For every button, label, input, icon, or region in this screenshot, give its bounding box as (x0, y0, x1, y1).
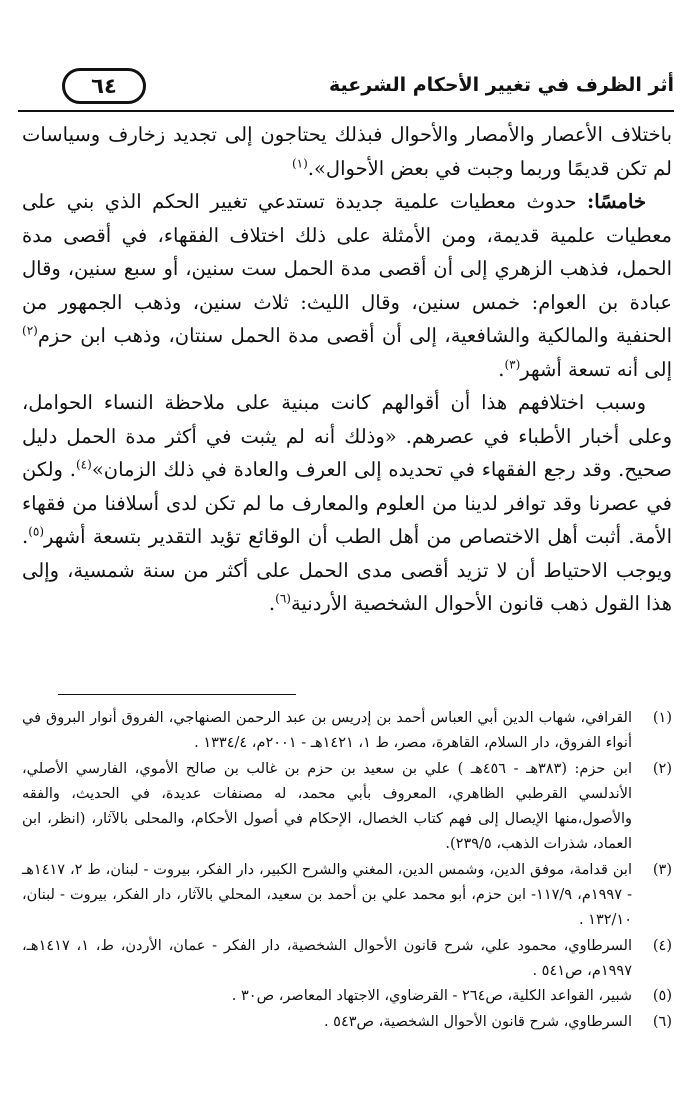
paragraph-2-lead: خامسًا: (587, 190, 646, 213)
footnote-text: السرطاوي، شرح قانون الأحوال الشخصية، ص٥٤٣ . (323, 1013, 632, 1030)
footnote-item (22, 934, 672, 985)
footnote-number: (٢) (652, 760, 672, 777)
footnote-divider (58, 694, 296, 695)
footnote-item (22, 757, 672, 858)
page-number: ٦٤ (62, 68, 146, 104)
header-divider (18, 110, 674, 112)
paragraph-3-text-b: . ولكن في عصرنا وقد توافر لدينا من العلوم والمعارف ما لم تكن لدى أسلافنا من فقهاء الأمة. أثبت أهل الاختصاص من أهل الطب أن الوقائع تؤيد التقدير بتسعة أشهر (22, 458, 672, 548)
footnote-number: (٣) (652, 861, 672, 878)
footnote-number: (٥) (652, 988, 672, 1005)
main-text (22, 118, 672, 621)
paragraph-3-text-c: . ويوجب الاحتياط أن لا تزيد أقصى مدى الحمل على أكثر من سنة شمسية، وإلى هذا القول ذهب قانون الأحوال الشخصية الأردنية (22, 525, 672, 615)
footnote-text: ابن حزم: (٣٨٣هـ - ٤٥٦هـ ) علي بن سعيد بن حزم بن غالب بن صالح الأموي، الفارسي الأصلي، الأندلسي القرطبي الظاهري، المعروف بأبي محمد، له مصنفات عديدة، في الحديث، والفقه والأصول،منها الإيصال إلى فهم كتاب الخصال، الإحكام في أصول الأحكام، والمحلى بالآثار، (انظر، ابن العماد، شذرات الذهب، ٢٣٩/٥). (22, 760, 632, 853)
running-header (18, 68, 674, 112)
footnote-number: (٦) (652, 1013, 672, 1030)
footnote-ref-4[interactable]: (٤) (75, 457, 92, 472)
footnote-number: (٤) (652, 937, 672, 954)
footnote-ref-6[interactable]: (٦) (275, 591, 291, 606)
footnote-text: القرافي، شهاب الدين أبي العباس أحمد بن إدريس بن عبد الرحمن الصنهاجي، الفروق أنوار البروق في أنواء الفروق، دار السلام، القاهرة، مصر، ط ١، ١٤٢١هـ - ٢٠٠١م، ١٣٣٤/٤ . (22, 710, 632, 752)
footnote-item (22, 1010, 672, 1035)
footnote-text: شبير، القواعد الكلية، ص٢٦٤ - القرضاوي، الاجتهاد المعاصر، ص٣٠ . (231, 988, 632, 1005)
paragraph-2-text: حدوث معطيات علمية جديدة تستدعي تغيير الحكم الذي بني على معطيات علمية قديمة، ومن الأمثلة على ذلك اختلاف الفقهاء، في أقصى مدة الحمل، فذهب الزهري إلى أن أقصى مدة الحمل ست سنين، أو سبع سنين، وقال عبادة بن العوام: خمس سنين، وقال الليث: ثلاث سنين، وذهب الجمهور من الحنفية والمالكية والشافعية، إلى أن أقصى مدة الحمل سنتان، وذهب ابن حزم (22, 190, 672, 347)
footnote-item (22, 706, 672, 757)
footnote-ref-3[interactable]: (٣) (504, 357, 521, 371)
footnotes (22, 706, 672, 1035)
footnote-ref-1[interactable]: (١) (291, 156, 308, 170)
footnote-item (22, 984, 672, 1009)
footnote-ref-5[interactable]: (٥) (28, 524, 45, 539)
paragraph-3-text-a: وسبب اختلافهم هذا أن أقوالهم كانت مبنية على ملاحظة النساء الحوامل، وعلى أخبار الأطباء في عصرهم. «وذلك أنه لم يثبت في أكثر مدة الحمل دليل صحيح. وقد رجع الفقهاء في تحديده إلى العرف والعادة في ذلك الزمان» (22, 391, 672, 481)
footnote-text: ابن قدامة، موفق الدين، وشمس الدين، المغني والشرح الكبير، دار الفكر، بيروت - لبنان، ط ٢، ١٤١٧هـ - ١٩٩٧م، ١١٧/٩- ابن حزم، أبو محمد علي بن أحمد بن سعيد، المحلي بالآثار، دار الفكر، بيروت - لبنان، ١٣٢/١٠ . (22, 861, 633, 929)
paragraph-2: خامسًا: حدوث معطيات علمية جديدة تستدعي تغيير الحكم الذي بني على معطيات علمية قديمة، ومن الأمثلة على ذلك اختلاف الفقهاء، في أقصى مدة الحمل، فذهب الزهري إلى أن أقصى مدة الحمل ست سنين، أو سبع سنين، وقال عبادة بن العوام: خمس سنين، وقال الليث: ثلاث سنين، وذهب الجمهور من الحنفية والمالكية والشافعية، إلى أن أقصى مدة الحمل سنتان، وذهب ابن حزم$^{(٢)}$ إلى أنه تسعة أشهر$^{(٣)}$. (22, 190, 672, 381)
paragraph-1 (22, 118, 672, 185)
footnote-ref-2[interactable]: (٢) (22, 323, 38, 338)
paragraph-2-end: إلى أنه تسعة أشهر (520, 357, 672, 381)
paragraph-3: وسبب اختلافهم هذا أن أقوالهم كانت مبنية على ملاحظة النساء الحوامل، وعلى أخبار الأطباء في عصرهم. «وذلك أنه لم يثبت في أكثر مدة الحمل دليل صحيح. وقد رجع الفقهاء في تحديده إلى العرف والعادة في ذلك الزمان»$^{(٤)}$. ولكن في عصرنا وقد توافر لدينا من العلوم والمعارف ما لم تكن لدى أسلافنا من فقهاء الأمة. أثبت أهل الاختصاص من أهل الطب أن الوقائع تؤيد التقدير بتسعة أشهر$^{(٥)}$. ويوجب الاحتياط أن لا تزيد أقصى مدى الحمل على أكثر من سنة شمسية، وإلى هذا القول ذهب قانون الأحوال الشخصية الأردنية$^{(٦)}$. (22, 391, 672, 615)
paragraph-1-text: باختلاف الأعصار والأمصار والأحوال فبذلك يحتاجون إلى تجديد زخارف وسياسات لم تكن قديمًا وربما وجبت في بعض الأحوال». (22, 123, 672, 180)
footnote-item (22, 858, 672, 934)
running-title: أثر الظرف في تغيير الأحكام الشرعية (329, 74, 674, 96)
footnote-number: (١) (652, 710, 672, 726)
footnote-text: السرطاوي، محمود علي، شرح قانون الأحوال الشخصية، دار الفكر - عمان، الأردن، ط، ١، ١٤١٧هـ، ١٩٩٧م، ص٥٤١ . (22, 937, 632, 979)
